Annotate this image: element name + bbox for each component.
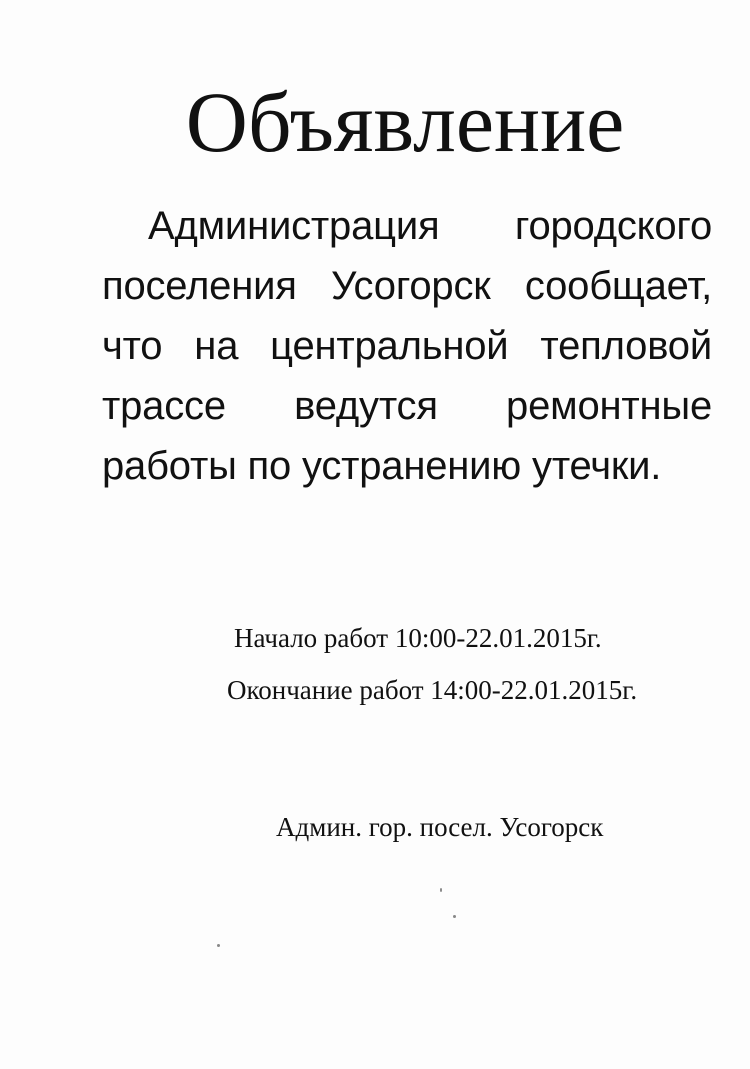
work-start: Начало работ 10:00-22.01.2015г. (234, 623, 602, 653)
work-end: Окончание работ 14:00-22.01.2015г. (227, 675, 638, 705)
notice-body: Администрация городского поселения Усогорск сообщает, что на центральной тепловой трассе ведутся ремонтные работы по устранению утечки. (102, 204, 712, 488)
scan-speck (217, 944, 220, 947)
scan-speck (453, 915, 456, 918)
notice-title: Объявление (185, 74, 625, 170)
scan-speck (440, 888, 442, 892)
signature: Админ. гор. посел. Усогорск (276, 812, 604, 842)
